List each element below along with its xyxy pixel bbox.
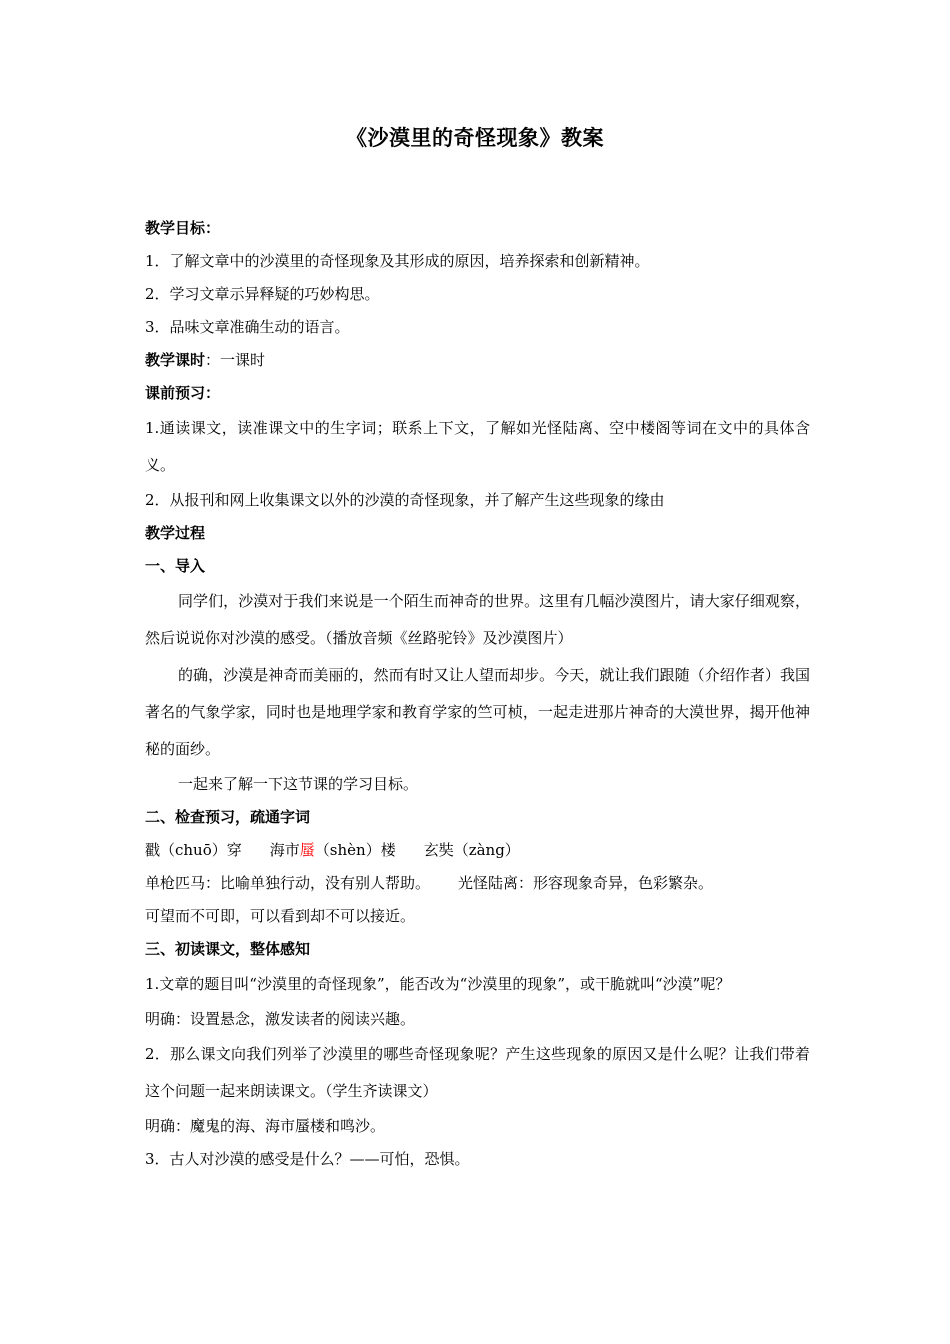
vocab-words bbox=[145, 834, 810, 867]
definition-2: 光怪陆离：形容现象奇异，色彩繁杂。 bbox=[458, 874, 714, 892]
question-2: 2．那么课文向我们列举了沙漠里的哪些奇怪现象呢？产生这些现象的原因又是什么呢？让我们带着这个问题一起来朗读课文。（学生齐读课文） bbox=[145, 1045, 810, 1100]
vocab-word-3: 玄奘（zàng） bbox=[423, 841, 520, 859]
answer-2: 明确：魔鬼的海、海市蜃楼和鸣沙。 bbox=[145, 1117, 386, 1135]
section1-paragraph-2: 的确，沙漠是神奇而美丽的，然而有时又让人望而却步。今天，就让我们跟随（介绍作者）我国著名的气象学家，同时也是地理学家和教育学家的竺可桢，一起走进那片神奇的大漠世界，揭开他神秘的面纱。 bbox=[145, 666, 810, 758]
hours-value: 一课时 bbox=[220, 351, 266, 369]
preview-heading: 课前预习： bbox=[145, 384, 221, 402]
document-body bbox=[145, 212, 810, 1176]
hours-heading: 教学课时 bbox=[145, 351, 206, 369]
section1-paragraph-1: 同学们，沙漠对于我们来说是一个陌生而神奇的世界。这里有几幅沙漠图片，请大家仔细观察，然后说说你对沙漠的感受。（播放音频《丝路驼铃》及沙漠图片） bbox=[145, 592, 810, 647]
objective-item-1: 1．了解文章中的沙漠里的奇怪现象及其形成的原因，培养探索和创新精神。 bbox=[145, 252, 650, 270]
section1-paragraph-3: 一起来了解一下这节课的学习目标。 bbox=[178, 775, 419, 793]
question-3: 3．古人对沙漠的感受是什么？——可怕，恐惧。 bbox=[145, 1150, 470, 1168]
section3-heading: 三、初读课文，整体感知 bbox=[145, 940, 311, 958]
process-heading: 教学过程 bbox=[145, 524, 206, 542]
highlighted-char: 蜃 bbox=[299, 841, 315, 859]
objective-item-2: 2．学习文章示异释疑的巧妙构思。 bbox=[145, 285, 380, 303]
question-1: 1.文章的题目叫“沙漠里的奇怪现象”，能否改为“沙漠里的现象”，或干脆就叫“沙漠”呢？ bbox=[145, 975, 731, 993]
preview-item-2: 2．从报刊和网上收集课文以外的沙漠的奇怪现象，并了解产生这些现象的缘由 bbox=[145, 491, 665, 509]
vocab-word-2: 海市蜃（shèn）楼 bbox=[269, 841, 396, 859]
objective-item-3: 3．品味文章准确生动的语言。 bbox=[145, 318, 350, 336]
definition-3: 可望而不可即，可以看到却不可以接近。 bbox=[145, 907, 416, 925]
vocab-definitions bbox=[145, 867, 810, 900]
section2-heading: 二、检查预习，疏通字词 bbox=[145, 808, 311, 826]
hours-separator: ： bbox=[205, 351, 221, 369]
page-title: 《沙漠里的奇怪现象》教案 bbox=[346, 125, 604, 150]
definition-1: 单枪匹马：比喻单独行动，没有别人帮助。 bbox=[145, 874, 431, 892]
objectives-heading: 教学目标： bbox=[145, 219, 221, 237]
preview-item-1: 1.通读课文，读准课文中的生字词；联系上下文，了解如光怪陆离、空中楼阁等词在文中的具体含义。 bbox=[145, 419, 810, 474]
vocab-word-1: 戳（chuō）穿 bbox=[145, 841, 242, 859]
teaching-hours bbox=[145, 344, 810, 377]
answer-1: 明确：设置悬念，激发读者的阅读兴趣。 bbox=[145, 1010, 416, 1028]
section1-heading: 一、导入 bbox=[145, 557, 206, 575]
